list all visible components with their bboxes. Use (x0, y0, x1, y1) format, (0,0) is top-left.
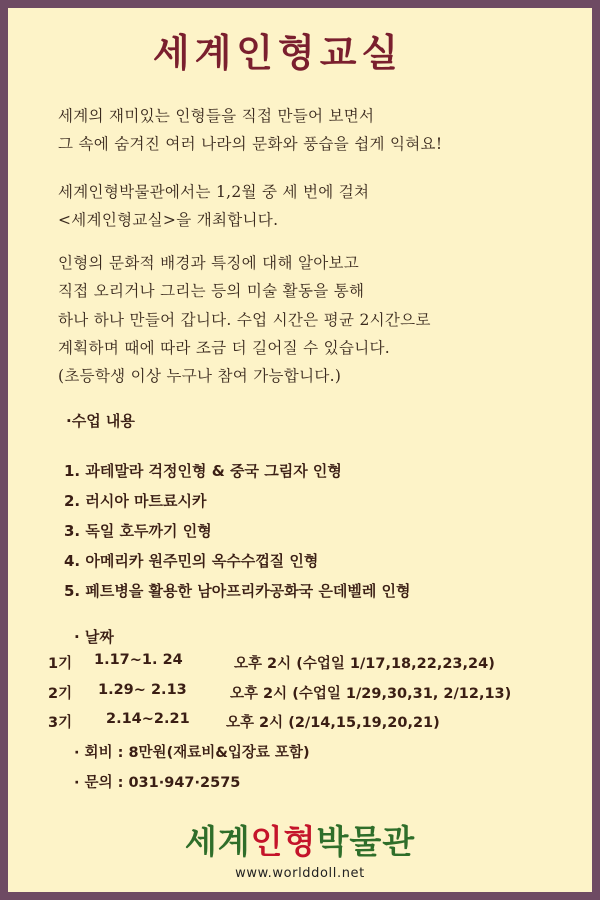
description-line-1: 인형의 문화적 배경과 특징에 대해 알아보고 (58, 254, 360, 272)
date-time-1: 오후 2시 (수업일 1/17,18,22,23,24) (234, 656, 495, 672)
intro-line-1: 세계의 재미있는 인형들을 직접 만들어 보면서 (58, 107, 375, 125)
class-item: 5. 페트병을 활용한 남아프리카공화국 은데벨레 인형 (64, 582, 411, 600)
class-item: 2. 러시아 마트료시카 (64, 492, 207, 510)
date-period-3: 3기 (48, 715, 73, 731)
description-line-2: 직접 오리거나 그리는 등의 미술 활동을 통해 (58, 282, 365, 300)
intro-line-2: 그 속에 숨겨진 여러 나라의 문화와 풍습을 쉽게 익혀요! (58, 135, 443, 153)
class-item: 1. 과테말라 걱정인형 & 중국 그림자 인형 (64, 462, 342, 480)
poster-card (8, 8, 592, 892)
date-range-2: 1.29~ 2.13 (98, 682, 187, 698)
description-line-4: 계획하며 때에 따라 조금 더 길어질 수 있습니다. (58, 339, 391, 357)
date-period-2: 2기 (48, 686, 73, 702)
classes-heading: ·수업 내용 (66, 412, 135, 430)
contact-info: · 문의 : 031·947·2575 (74, 775, 241, 791)
description-line-3: 하나 하나 만들어 갑니다. 수업 시간은 평균 2시간으로 (58, 311, 431, 329)
class-item: 3. 독일 호두까기 인형 (64, 522, 212, 540)
announce-line-1: 세계인형박물관에서는 1,2월 중 세 번에 걸쳐 (58, 183, 370, 201)
dates-heading: · 날짜 (74, 628, 114, 646)
website-url: www.worlddoll.net (235, 866, 365, 881)
date-time-2: 오후 2시 (수업일 1/29,30,31, 2/12,13) (230, 686, 512, 702)
announce-line-2: <세계인형교실>을 개최합니다. (58, 211, 279, 229)
logo-part-1: 세계 (184, 822, 251, 861)
page-title: 세계인형교실 (152, 31, 404, 75)
museum-logo (8, 816, 592, 863)
class-item: 4. 아메리카 원주민의 옥수수껍질 인형 (64, 552, 319, 570)
logo-part-3: 박물관 (316, 822, 416, 861)
date-range-3: 2.14~2.21 (106, 711, 190, 727)
date-range-1: 1.17~1. 24 (94, 652, 183, 668)
description-line-5: (초등학생 이상 누구나 참여 가능합니다.) (58, 367, 342, 385)
logo-part-2: 인형 (250, 822, 317, 861)
date-period-1: 1기 (48, 656, 73, 672)
fee-info: · 회비 : 8만원(재료비&입장료 포함) (74, 745, 310, 761)
date-time-3: 오후 2시 (2/14,15,19,20,21) (226, 715, 440, 731)
